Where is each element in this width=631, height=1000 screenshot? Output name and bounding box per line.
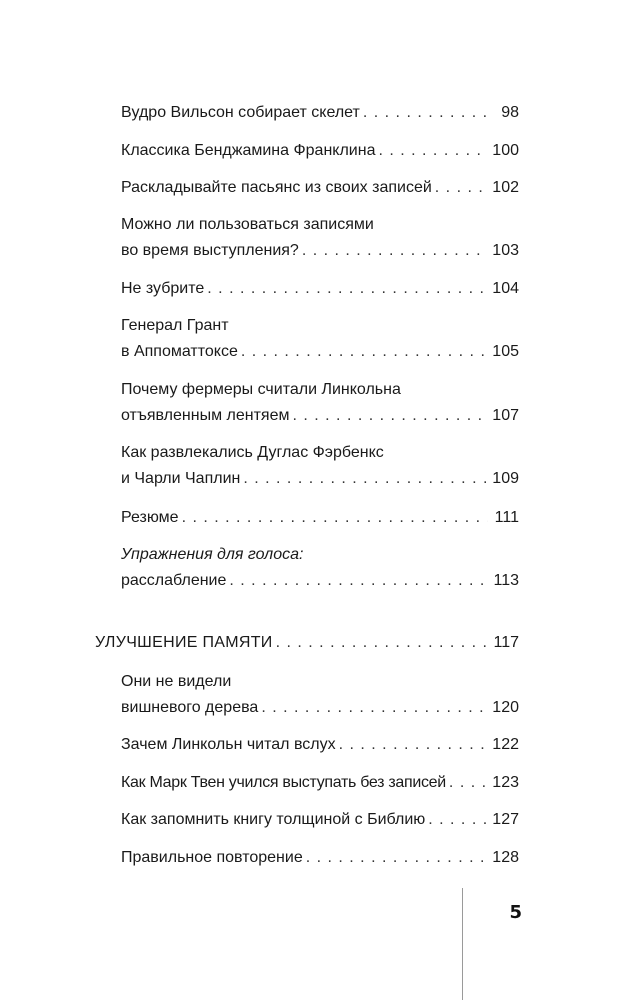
toc-entry xyxy=(121,845,519,871)
toc-entry-title: Раскладывайте пасьянс из своих записей xyxy=(121,179,432,196)
toc-entry-title-line1: Генерал Грант xyxy=(121,317,229,334)
toc-entry xyxy=(121,313,519,365)
dot-leader xyxy=(243,466,488,492)
toc-page-number: 113 xyxy=(493,572,519,589)
toc-entry xyxy=(121,212,519,264)
toc-page-number: 128 xyxy=(492,849,519,866)
toc-entry-title-line1: Они не видели xyxy=(121,673,232,690)
toc-entry-title: и Чарли Чаплин xyxy=(121,470,241,487)
dot-leader xyxy=(435,175,488,201)
toc-entry xyxy=(121,669,519,721)
toc-entry-title: во время выступления? xyxy=(121,242,299,259)
toc-page-number: 100 xyxy=(492,142,519,159)
toc-entry-title: Зачем Линкольн читал вслух xyxy=(121,736,336,753)
dot-leader xyxy=(261,695,488,721)
toc-entry-title: Не зубрите xyxy=(121,280,205,297)
dot-leader xyxy=(241,339,488,365)
dot-leader xyxy=(306,845,488,871)
toc-entry-title: Классика Бенджамина Франклина xyxy=(121,142,376,159)
page-number: 5 xyxy=(509,902,522,923)
dot-leader xyxy=(378,138,488,164)
dot-leader xyxy=(428,807,488,833)
toc-page-number: 117 xyxy=(493,634,519,651)
toc-entry xyxy=(121,100,519,126)
toc-entry-title: отъявленным лентяем xyxy=(121,407,290,424)
toc-page-number: 109 xyxy=(492,470,519,487)
toc-entry xyxy=(121,440,519,492)
toc-page-number: 127 xyxy=(492,811,519,828)
toc-page-number: 104 xyxy=(492,280,519,297)
toc-entry-title-line1: Почему фермеры считали Линкольна xyxy=(121,381,401,398)
dot-leader xyxy=(363,100,488,126)
toc-entry xyxy=(121,377,519,429)
dot-leader xyxy=(207,276,488,302)
dot-leader xyxy=(339,732,488,758)
dot-leader xyxy=(449,770,488,796)
toc-chapter-title: УЛУЧШЕНИЕ ПАМЯТИ xyxy=(95,634,273,651)
toc-entry xyxy=(121,505,519,531)
toc-page-number: 107 xyxy=(492,407,519,424)
toc-chapter-entry xyxy=(95,630,519,656)
toc-entry xyxy=(121,542,519,594)
toc-page-number: 111 xyxy=(494,509,519,526)
toc-entry-title: вишневого дерева xyxy=(121,699,259,716)
toc-entry xyxy=(121,276,519,302)
toc-entry xyxy=(121,732,519,758)
toc-entry-title: Вудро Вильсон собирает скелет xyxy=(121,104,360,121)
toc-entry-title: Резюме xyxy=(121,509,179,526)
toc-page-number: 122 xyxy=(492,736,519,753)
toc-page-number: 120 xyxy=(492,699,519,716)
toc-entry-title: Правильное повторение xyxy=(121,849,303,866)
dot-leader xyxy=(182,505,488,531)
toc-page-number: 98 xyxy=(501,104,519,121)
toc-page-number: 103 xyxy=(492,242,519,259)
toc-entry-title-line1: Упражнения для голоса: xyxy=(121,546,304,563)
toc-entry xyxy=(121,138,519,164)
toc-entry xyxy=(121,807,519,833)
toc-entry-title-line1: Как развлекались Дуглас Фэрбенкс xyxy=(121,444,384,461)
toc-entry xyxy=(121,175,519,201)
dot-leader xyxy=(292,403,488,429)
dot-leader xyxy=(276,630,488,656)
dot-leader xyxy=(302,238,488,264)
toc-page-number: 123 xyxy=(492,774,519,791)
toc-entry xyxy=(121,770,519,796)
toc-entry-title: Как запомнить книгу толщиной с Библию xyxy=(121,811,426,828)
toc-page-number: 105 xyxy=(492,343,519,360)
toc-entry-title-line1: Можно ли пользоваться записями xyxy=(121,216,374,233)
toc-page-number: 102 xyxy=(492,179,519,196)
toc-entry-title: Как Марк Твен учился выступать без записей xyxy=(121,774,446,791)
dot-leader xyxy=(229,568,488,594)
toc-entry-title: расслабление xyxy=(121,572,227,589)
toc-entry-title: в Аппоматтоксе xyxy=(121,343,238,360)
margin-rule xyxy=(462,888,463,1000)
